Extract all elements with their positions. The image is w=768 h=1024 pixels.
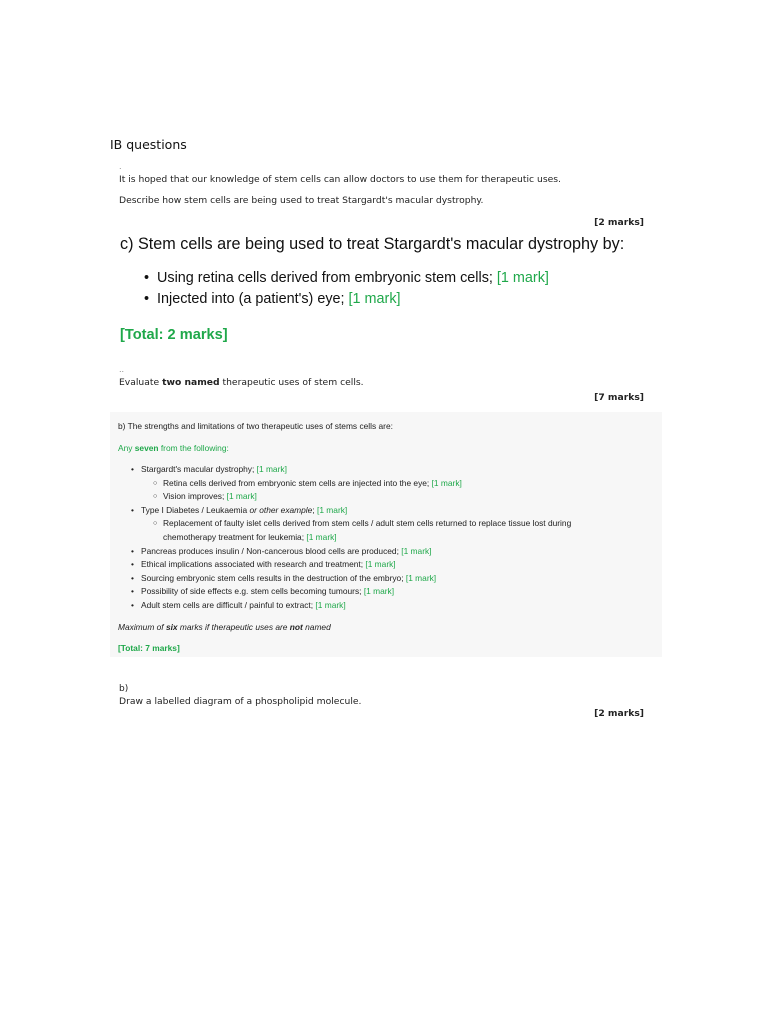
question-tick: . xyxy=(119,162,122,171)
point-mark: [1 mark] xyxy=(315,599,346,610)
question-phospholipid xyxy=(119,683,644,719)
markscheme-stargardt xyxy=(120,235,660,343)
markscheme-point xyxy=(131,585,662,599)
point-text: Replacement of faulty islet cells derived from stem cells / adult stem cells returned to replace tissue lost during xyxy=(163,518,572,529)
point-mark: [1 mark] xyxy=(363,586,395,597)
point-mark: [1 mark] xyxy=(405,572,437,583)
bullet-icon: • xyxy=(131,504,134,515)
markscheme-point xyxy=(144,289,660,310)
point-text: Type I Diabetes / Leukaemia xyxy=(141,504,248,515)
note-bold: six xyxy=(165,621,178,632)
instruction-post: from the following: xyxy=(160,443,229,453)
sub-point xyxy=(153,477,662,491)
prompt-pre: Evaluate xyxy=(119,377,160,388)
instruction-bold: seven xyxy=(134,443,159,453)
question-marks: [2 marks] xyxy=(594,708,644,719)
markscheme-point xyxy=(131,599,662,613)
sub-points xyxy=(141,517,662,544)
markscheme-title: c) Stem cells are being used to treat Stargardt's macular dystrophy by: xyxy=(120,235,625,253)
instruction-pre: Any xyxy=(118,443,133,453)
bullet-icon: • xyxy=(131,586,134,597)
note-bold: not xyxy=(289,621,303,632)
question-prompt-text: Describe how stem cells are being used to treat Stargardt's macular dystrophy. xyxy=(119,195,484,206)
markscheme-note xyxy=(118,621,662,633)
point-text: Ethical implications associated with research and treatment; xyxy=(141,559,364,570)
point-text: Sourcing embryonic stem cells results in the destruction of the embryo; xyxy=(141,572,404,583)
point-text: Using retina cells derived from embryonic stem cells; xyxy=(157,270,493,286)
sub-points xyxy=(141,477,662,504)
question-marks: [2 marks] xyxy=(594,217,644,228)
circle-bullet-icon: ○ xyxy=(153,479,158,487)
bullet-icon: • xyxy=(144,291,150,307)
point-italic: or other example xyxy=(249,504,313,515)
markscheme-title: b) The strengths and limitations of two therapeutic uses of stems cells are: xyxy=(118,421,393,431)
bullet-icon: • xyxy=(131,599,134,610)
question-intro-text: It is hoped that our knowledge of stem cells can allow doctors to use them for therapeutic uses. xyxy=(119,174,561,185)
page-heading: IB questions xyxy=(110,137,187,152)
circle-bullet-icon: ○ xyxy=(153,520,158,528)
point-punct: ; xyxy=(312,504,315,515)
note-mid: marks if therapeutic uses are xyxy=(179,621,288,632)
markscheme-point xyxy=(131,463,662,504)
point-text: Pancreas produces insulin / Non-cancerous blood cells are produced; xyxy=(141,545,399,556)
question-prompt-text: Draw a labelled diagram of a phospholipid molecule. xyxy=(119,696,362,707)
point-text: Adult stem cells are difficult / painful to extract; xyxy=(141,599,314,610)
point-mark: [1 mark] xyxy=(306,531,337,542)
point-mark: [1 mark] xyxy=(401,545,432,556)
point-text: Retina cells derived from embryonic stem cells are injected into the eye; xyxy=(163,477,430,488)
point-text-cont: chemotherapy treatment for leukemia; xyxy=(163,531,305,542)
point-mark: [1 mark] xyxy=(256,464,287,474)
point-mark: [1 mark] xyxy=(365,559,396,570)
sub-point xyxy=(153,490,662,504)
markscheme-point xyxy=(131,572,662,586)
question-stem-cells-stargardt xyxy=(119,162,644,228)
prompt-post: therapeutic uses of stem cells. xyxy=(222,377,364,388)
question-tick: .. xyxy=(119,365,125,374)
sub-point xyxy=(153,517,662,544)
point-mark: [1 mark] xyxy=(226,491,257,502)
markscheme-total: [Total: 7 marks] xyxy=(118,642,180,653)
bullet-icon: • xyxy=(131,559,134,570)
note-pre: Maximum of xyxy=(118,621,164,632)
markscheme-points xyxy=(118,463,662,613)
question-number: b) xyxy=(119,684,129,694)
bullet-icon: • xyxy=(131,545,134,556)
bullet-icon: • xyxy=(144,270,150,286)
markscheme-point xyxy=(144,268,660,289)
point-mark: [1 mark] xyxy=(496,270,549,286)
point-text: Possibility of side effects e.g. stem cells becoming tumours; xyxy=(141,586,362,597)
question-prompt-text xyxy=(119,376,644,389)
point-mark: [1 mark] xyxy=(317,504,348,515)
markscheme-instruction xyxy=(118,442,662,454)
markscheme-point xyxy=(131,545,662,559)
point-text: Stargardt's macular dystrophy; xyxy=(141,464,255,474)
point-text: Injected into (a patient's) eye; xyxy=(157,291,345,307)
bullet-icon: • xyxy=(131,572,134,583)
markscheme-points xyxy=(120,268,660,310)
point-mark: [1 mark] xyxy=(431,477,462,488)
bullet-icon: • xyxy=(131,464,134,474)
markscheme-total: [Total: 2 marks] xyxy=(120,327,228,343)
question-marks: [7 marks] xyxy=(594,392,644,403)
prompt-bold: two named xyxy=(162,377,220,388)
circle-bullet-icon: ○ xyxy=(153,493,158,501)
markscheme-therapeutic-uses xyxy=(110,412,662,657)
markscheme-point xyxy=(131,504,662,545)
note-post: named xyxy=(305,621,331,632)
question-evaluate-uses xyxy=(119,366,644,403)
point-mark: [1 mark] xyxy=(348,291,401,307)
markscheme-point xyxy=(131,558,662,572)
point-text: Vision improves; xyxy=(163,491,225,502)
